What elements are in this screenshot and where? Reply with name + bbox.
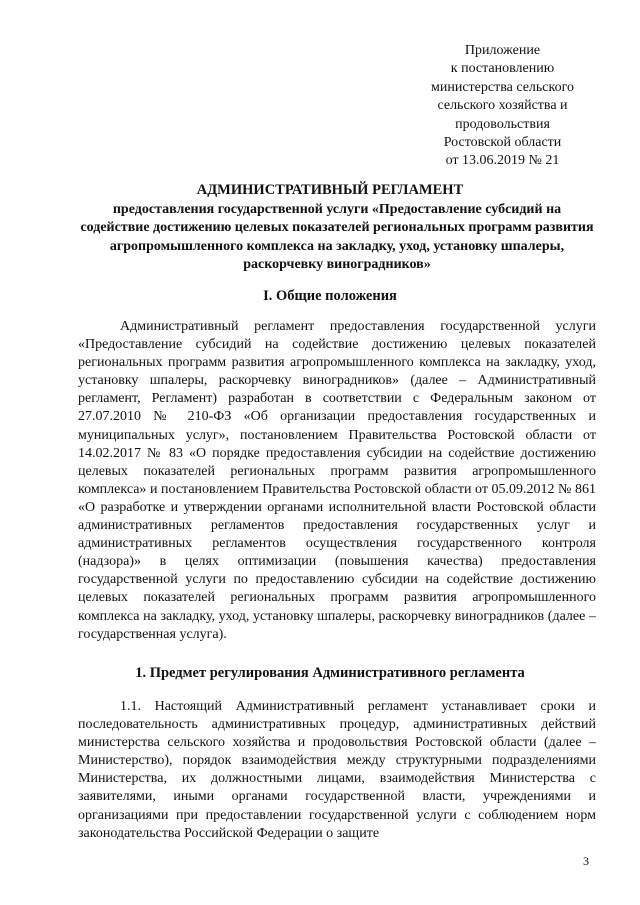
- document-title: АДМИНИСТРАТИВНЫЙ РЕГЛАМЕНТ: [196, 182, 464, 198]
- document-subtitle: предоставления государственной услуги «Предоставление субсидий на содействие достижению целевых показателей региональных программ развития агропромышленного комплекса на закладку, уход, установку шпалеры, раскорчевку виноградников»: [80, 202, 594, 273]
- appendix-line: Приложение: [464, 43, 541, 58]
- appendix-line: к постановлению: [450, 61, 555, 77]
- appendix-line: продовольствия: [455, 116, 550, 132]
- subsection-title: 1. Предмет регулирования Административного регламента: [135, 665, 525, 681]
- appendix-line: сельского хозяйства и: [437, 98, 568, 114]
- appendix-line: от 13.06.2019 № 21: [445, 153, 560, 169]
- section-title: I. Общие положения: [263, 288, 397, 304]
- appendix-line: министерства сельского: [430, 79, 575, 95]
- page-number: 3: [583, 854, 589, 868]
- paragraph-1-1: 1.1. Настоящий Административный регламент устанавливает сроки и последовательность административных процедур, административных действий министерства сельского хозяйства и продовольствия Ростовской области (далее – Министерство), порядок взаимодействия между структурными подразделениями Министерства, их должностными лицами, взаимодействия Министерства с заявителями, иными органами государственной власти, учреждениями и организациями при предоставлении государственной услуги с соблюдением норм законодательства Российской Федерации о защите: [78, 699, 596, 841]
- paragraph-general-provisions: Административный регламент предоставления государственной услуги «Предоставление субсидий на содействие достижению целевых показателей региональных программ развития агропромышленного комплекса на закладку, уход, установку шпалеры, раскорчевку виноградников» (далее – Административный регламент, Регламент) разработан в соответствии с Федеральным законом от 27.07.2010 № 210-ФЗ «Об организации предоставления государственных и муниципальных услуг», постановлением Правительства Ростовской области от 14.02.2017 № 83 «О порядке предоставления субсидии на содействие достижению целевых показателей региональных программ развития агропромышленного комплекса» и постановлением Правительства Ростовской области от 05.09.2012 № 861 «О разработке и утверждении органами исполнительной власти Ростовской области административных регламентов предоставления государственных услуг и административных регламентов осуществления государственного контроля (надзора)» в целях оптимизации (повышения качества) предоставления государственной услуги по предоставлению субсидии на содействие достижению целевых показателей региональных программ развития агропромышленного комплекса на закладку, уход, установку шпалеры, раскорчевку виноградников (далее – государственная услуга).: [78, 319, 596, 642]
- appendix-line: Ростовской области: [443, 135, 562, 151]
- appendix-block: [405, 42, 600, 171]
